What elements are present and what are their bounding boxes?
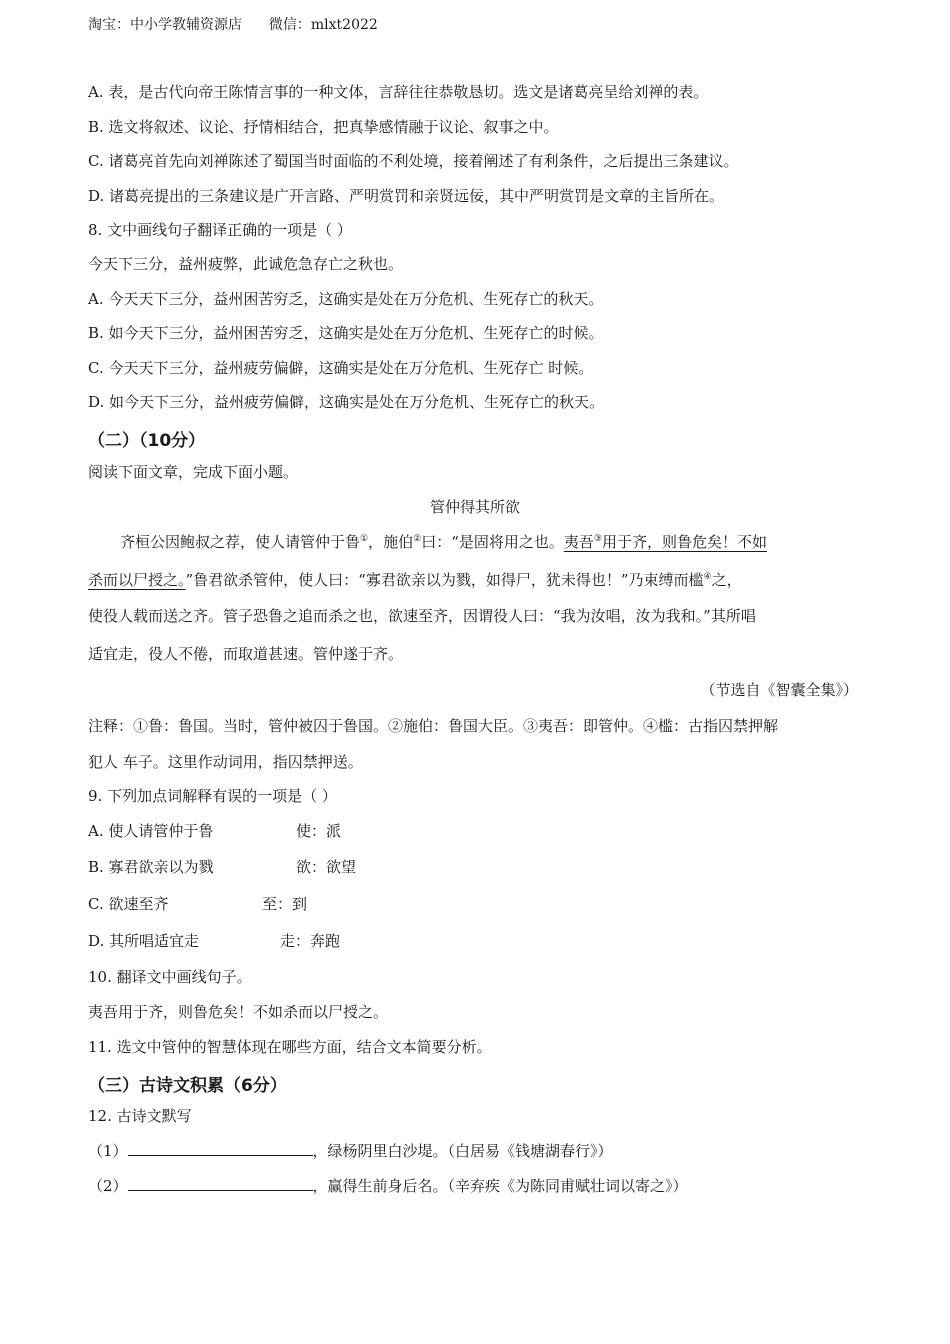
answer-blank-1[interactable] [128,1141,313,1156]
q12-fill-2 [88,1176,688,1196]
passage-line-1 [120,532,767,552]
passage-source: （节选自《智囊全集》） [700,681,858,699]
underlined-sentence-part-1: 夷吾③用于齐，则鲁危矣！不如 [563,533,767,551]
header-wechat: 微信：mlxt2022 [268,17,378,33]
q9-option-c: C. 欲速至齐 [88,895,169,913]
fill-number: （2） [88,1177,128,1195]
fill-number: （1） [88,1142,128,1160]
answer-blank-2[interactable] [128,1176,313,1191]
passage-text: ”鲁君欲杀管仲，使人曰：“寡君欲亲以为戮，如得尸，犹未得也！”乃束缚而槛 [185,571,704,589]
passage-line-3: 使役人载而送之齐。管子恐鲁之追而杀之也，欲速至齐，因谓役人曰：“我为汝唱，汝为我和。”其所唱 [88,607,756,625]
q7-option-a: A. 表，是古代向帝王陈情言事的一种文体，言辞往往恭敬恳切。选文是诸葛亮呈给刘禅的表。 [88,83,709,101]
passage-text: ，施伯 [368,533,414,551]
q7-option-b: B. 选文将叙述、议论、抒情相结合，把真挚感情融于议论、叙事之中。 [88,118,559,136]
q11-stem: 11. 选文中管仲的智慧体现在哪些方面，结合文本简要分析。 [88,1038,492,1056]
q9-option-a-gloss: 使：派 [296,822,342,840]
passage-title: 管仲得其所欲 [429,498,520,516]
note-marker-2: ② [413,534,422,544]
underlined-sentence-part-2: 杀而以尸授之。 [88,571,186,589]
note-marker-1: ① [360,534,369,544]
q12-stem: 12. 古诗文默写 [88,1107,192,1125]
section2-instruction: 阅读下面文章，完成下面小题。 [88,463,299,481]
notes-line-1: 注释：①鲁：鲁国。当时，管仲被囚于鲁国。②施伯：鲁国大臣。③夷吾：即管仲。④槛：古指囚禁押解 [88,717,779,735]
q8-option-c: C. 今天天下三分，益州疲劳偏僻，这确实是处在万分危机、生死存亡 时候。 [88,359,594,377]
passage-text: 之， [711,571,742,589]
passage-text: 曰：“是固将用之也。 [421,533,564,551]
q12-fill-1 [88,1141,613,1161]
q9-stem: 9. 下列加点词解释有误的一项是（ ） [88,787,337,805]
section3-heading: （三）古诗文积累（6分） [88,1076,287,1096]
q7-option-d: D. 诸葛亮提出的三条建议是广开言路、严明赏罚和亲贤远佞，其中严明赏罚是文章的主旨所在。 [88,187,725,205]
note-marker-4: ④ [703,572,712,582]
page-header [88,14,378,34]
passage-text: 齐桓公因鲍叔之荐，使人请管仲于鲁 [120,533,361,551]
fill-text: ，绿杨阴里白沙堤。（白居易《钱塘湖春行》） [312,1142,613,1160]
q9-option-b-gloss: 欲：欲望 [296,858,357,876]
q8-sentence: 今天下三分，益州疲弊，此诚危急存亡之秋也。 [88,255,404,273]
q8-option-d: D. 如今天下三分，益州疲劳偏僻，这确实是处在万分危机、生死存亡的秋天。 [88,393,605,411]
section2-heading: （二）（10分） [88,431,206,451]
q9-option-b: B. 寡君欲亲以为戮 [88,858,214,876]
q8-option-a: A. 今天天下三分，益州困苦穷乏，这确实是处在万分危机、生死存亡的秋天。 [88,290,604,308]
q9-option-d-gloss: 走：奔跑 [280,932,341,950]
q10-sentence: 夷吾用于齐，则鲁危矣！不如杀而以尸授之。 [88,1003,389,1021]
q9-option-c-gloss: 至：到 [262,895,308,913]
header-shop: 淘宝：中小学教辅资源店 [88,17,242,33]
q7-option-c: C. 诸葛亮首先向刘禅陈述了蜀国当时面临的不利处境，接着阐述了有利条件，之后提出三条建议。 [88,152,739,170]
q10-stem: 10. 翻译文中画线句子。 [88,968,252,986]
q9-option-a: A. 使人请管仲于鲁 [88,822,214,840]
q8-option-b: B. 如今天下三分，益州困苦穷乏，这确实是处在万分危机、生死存亡的时候。 [88,324,604,342]
q8-stem: 8. 文中画线句子翻译正确的一项是（ ） [88,221,352,239]
fill-text: ，赢得生前身后名。（辛弃疾《为陈同甫赋壮词以寄之》） [312,1177,688,1195]
note-marker-3: ③ [593,534,602,544]
passage-line-2 [88,570,742,590]
q9-option-d: D. 其所唱适宜走 [88,932,200,950]
notes-line-2: 犯人 车子。这里作动词用，指囚禁押送。 [88,753,363,771]
passage-line-4: 适宜走，役人不倦，而取道甚速。管仲遂于齐。 [88,645,404,663]
